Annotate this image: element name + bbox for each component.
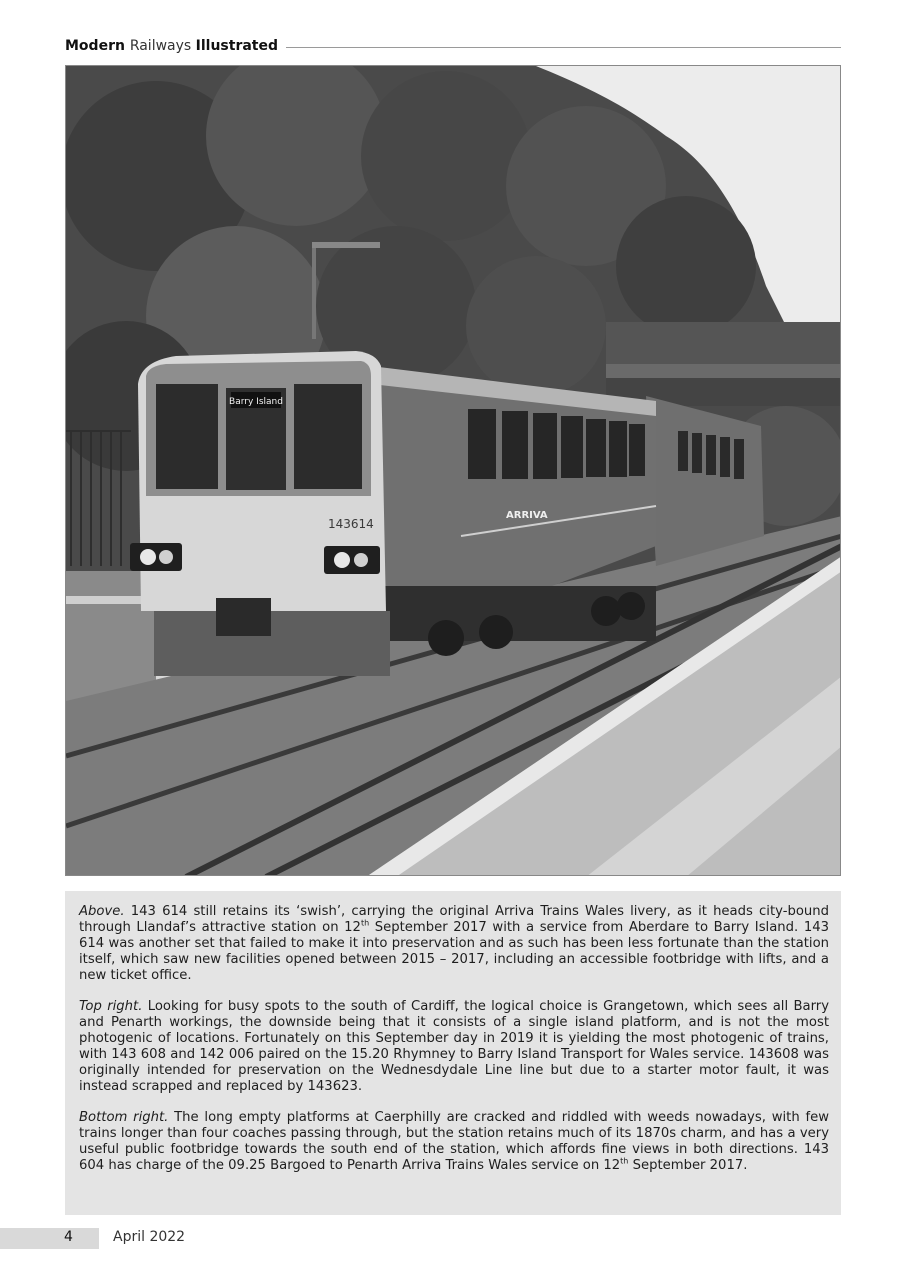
- issue-date: April 2022: [113, 1229, 186, 1245]
- page-header: [65, 36, 841, 56]
- title-word-railways: Railways: [129, 38, 196, 54]
- caption-superscript: th: [620, 1156, 629, 1166]
- title-word-modern: Modern: [65, 38, 130, 54]
- caption-top-right: [79, 999, 829, 1095]
- caption-lead: Above.: [79, 904, 125, 919]
- caption-lead: Top right.: [79, 999, 143, 1014]
- caption-superscript: th: [360, 918, 370, 928]
- caption-bottom-right: [79, 1110, 829, 1174]
- train-photograph: [65, 65, 841, 876]
- caption-lead: Bottom right.: [79, 1110, 169, 1125]
- destination-blind: Barry Island: [229, 397, 283, 407]
- page-number: 4: [64, 1229, 73, 1245]
- caption-box: [65, 891, 841, 1215]
- footer-bar: [0, 1228, 99, 1249]
- caption-above: [79, 904, 829, 984]
- unit-number: 143614: [328, 517, 374, 531]
- caption-text: 143 614 still retains its ‘swish’, carrying the original Arriva Trains Wales livery, as it heads city-bound through Llandaf’s attractive station on 12: [79, 904, 829, 935]
- caption-text: The long empty platforms at Caerphilly are cracked and riddled with weeds nowadays, with few trains longer than four coaches passing through, but the station retains much of its 1870s charm, and has a very useful public footbridge towards the south end of the station, which affords fine views in both directions. 143 604 has charge of the 09.25 Bargoed to Penarth Arriva Trains Wales service on 12: [79, 1110, 830, 1173]
- header-rule: [286, 47, 841, 48]
- magazine-title: [65, 38, 278, 54]
- caption-text: September 2017.: [628, 1158, 748, 1173]
- title-word-illustrated: Illustrated: [195, 38, 279, 54]
- arriva-logo: ARRIVA: [506, 510, 548, 521]
- caption-text: September 2017 with a service from Aberdare to Barry Island. 143 614 was another set that failed to make it into preservation and as such has been less fortunate than the station itself, which saw new facilities opened between 2015 – 2017, including an accessible footbridge with lifts, and a new ticket office.: [79, 920, 829, 983]
- caption-text: Looking for busy spots to the south of Cardiff, the logical choice is Grangetown, which sees all Barry and Penarth workings, the downside being that it consists of a single island platform, and is not the most photogenic of locations. Fortunately on this September day in 2019 it is yielding the most photogenic of trains, with 143 608 and 142 006 paired on the 15.20 Rhymney to Barry Island Transport for Wales service. 143608 was originally intended for preservation on the Wednesdydale Line line but due to a starter motor fault, it was instead scrapped and replaced by 143623.: [79, 999, 829, 1094]
